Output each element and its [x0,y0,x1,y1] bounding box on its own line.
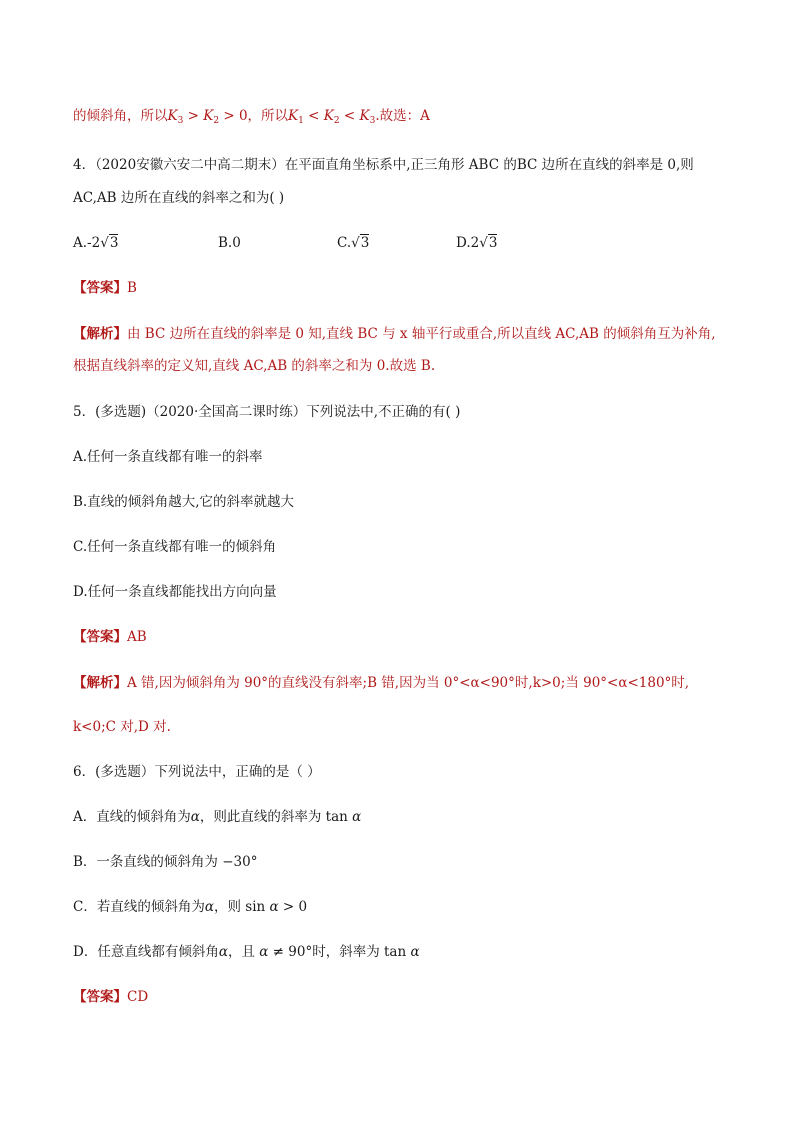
q5-analysis-line1: 【解析】A 错,因为倾斜角为 90°的直线没有斜率;B 错,因为当 0°<α<90°时,k>0;当 90°<α<180°时, [73,675,690,691]
q6-option-a: A．直线的倾斜角为α，则此直线的斜率为 tan α [73,809,362,825]
q5-option-b: B.直线的倾斜角越大,它的斜率就越大 [73,494,295,510]
q5-answer: 【答案】AB [73,629,147,645]
analysis-label: 【解析】 [73,326,127,342]
analysis-label: 【解析】 [73,675,127,691]
q6-option-b: B．一条直线的倾斜角为 −30° [73,854,258,870]
q5-stem: 5．(多选题)（2020·全国高二课时练）下列说法中,不正确的有( ) [73,404,461,420]
q4-stem-line2: AC,AB 边所在直线的斜率之和为( ) [73,190,285,206]
q4-answer: 【答案】B [73,280,137,296]
q5-option-d: D.任何一条直线都能找出方向向量 [73,584,277,600]
prev-solution-tail: 的倾斜角，所以$K_3 > K_2 > 0$，所以$K_1 < K_2 < K_3$.故选：A [73,108,430,126]
q6-stem: 6．(多选题）下列说法中，正确的是（ ） [73,764,321,780]
q4-option-a: A.-2√3 [73,235,119,251]
q5-analysis-line2: k<0;C 对,D 对. [73,719,171,735]
q4-analysis-line2: 根据直线斜率的定义知,直线 AC,AB 的斜率之和为 0.故选 B. [73,358,436,374]
answer-label: 【答案】 [73,989,127,1005]
prev-text: 的倾斜角，所以 [73,108,168,124]
q4-option-b: B.0 [218,235,241,251]
q5-option-a: A.任何一条直线都有唯一的斜率 [73,449,263,465]
q4-option-d: D.2√3 [456,235,498,251]
q6-option-c: C．若直线的倾斜角为α，则 sin α > 0 [73,899,308,915]
q4-stem-line1: 4．（2020安徽六安二中高二期末）在平面直角坐标系中,正三角形 ABC 的BC 边所在直线的斜率是 0,则 [73,157,694,173]
q4-option-c: C.√3 [337,235,370,251]
q6-option-d: D．任意直线都有倾斜角α，且 α ≠ 90°时，斜率为 tan α [73,944,420,960]
answer-label: 【答案】 [73,280,127,296]
q4-analysis-line1: 【解析】由 BC 边所在直线的斜率是 0 知,直线 BC 与 x 轴平行或重合,所以直线 AC,AB 的倾斜角互为补角, [73,326,716,342]
q6-answer: 【答案】CD [73,989,149,1005]
answer-label: 【答案】 [73,629,127,645]
q5-option-c: C.任何一条直线都有唯一的倾斜角 [73,539,277,555]
